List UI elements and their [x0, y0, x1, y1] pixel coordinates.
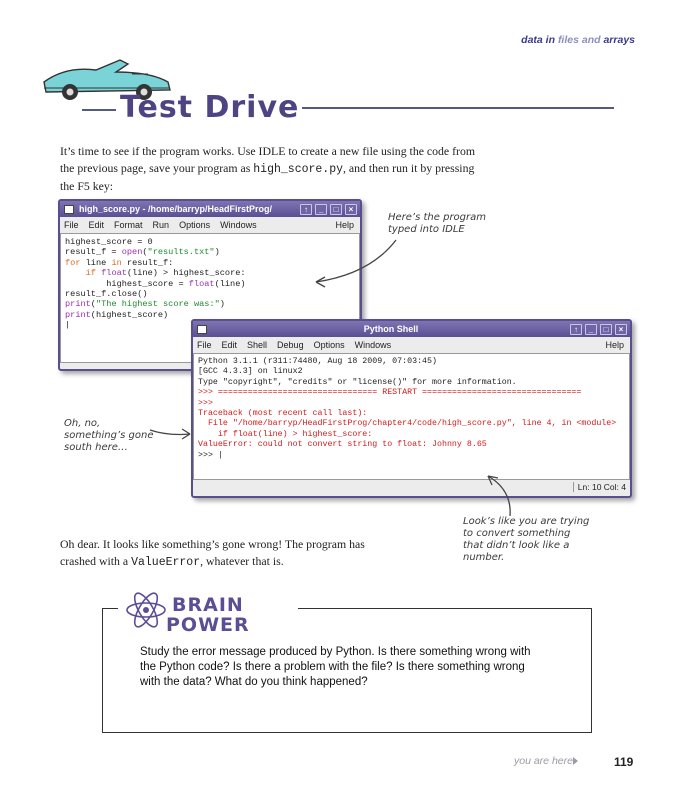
- code-line: for line in result_f:: [65, 257, 174, 268]
- intro-paragraph: It’s time to see if the program works. Use IDLE to create a new file using the code from the previous page, save your program as high_score.py, and then run it by pressing the F5 key:: [60, 144, 476, 193]
- code-line: print("The highest score was:"): [65, 299, 225, 310]
- shell-line: Traceback (most recent call last):: [198, 409, 368, 419]
- brain-word: BRAIN: [172, 594, 244, 616]
- shell-output-area[interactable]: [193, 353, 630, 480]
- menu-windows[interactable]: Windows: [220, 220, 257, 230]
- editor-title: high_score.py - /home/barryp/HeadFirstProg/: [79, 204, 273, 214]
- maximize-icon[interactable]: □: [600, 324, 612, 335]
- you-are-here: you are here: [514, 755, 573, 767]
- shell-line: >>> ================================ RESTART ================================: [198, 388, 582, 398]
- arrow-up-icon[interactable]: ↑: [570, 324, 582, 335]
- power-word: POWER: [166, 614, 250, 636]
- shell-title: Python Shell: [363, 324, 419, 334]
- code-line: highest_score = 0: [65, 237, 153, 247]
- filename: high_score.py: [253, 163, 343, 176]
- code-line: print(highest_score): [65, 309, 169, 320]
- editor-titlebar[interactable]: [60, 201, 360, 217]
- shell-window[interactable]: [191, 319, 632, 498]
- minimize-icon[interactable]: _: [315, 204, 327, 215]
- annotation-arrow: [470, 470, 520, 518]
- menu-edit[interactable]: Edit: [88, 220, 105, 230]
- atom-icon: [124, 588, 168, 632]
- annotation-arrow: [300, 236, 410, 296]
- title-rule-right: [302, 107, 614, 109]
- menu-debug[interactable]: Debug: [277, 340, 304, 350]
- editor-menubar: [60, 217, 360, 233]
- code-line: result_f.close(): [65, 289, 148, 300]
- annotation-program: Here’s the program typed into IDLE: [388, 212, 486, 235]
- shell-menubar: [193, 337, 630, 353]
- page-number: 119: [614, 755, 634, 769]
- menu-edit[interactable]: Edit: [221, 340, 238, 350]
- code-line: highest_score = float(line): [65, 278, 246, 289]
- code-line: if float(line) > highest_score:: [85, 268, 246, 279]
- menu-options[interactable]: Options: [179, 220, 211, 230]
- shell-line: if float(line) > highest_score:: [198, 429, 373, 439]
- annotation-arrow: [148, 420, 194, 440]
- arrow-up-icon[interactable]: ↑: [300, 204, 312, 215]
- menu-help[interactable]: Help: [605, 340, 624, 350]
- minimize-icon[interactable]: _: [585, 324, 597, 335]
- shell-line: [GCC 4.3.3] on linux2: [198, 367, 303, 377]
- menu-run[interactable]: Run: [152, 220, 170, 230]
- close-icon[interactable]: ×: [345, 204, 357, 215]
- menu-windows[interactable]: Windows: [354, 340, 392, 350]
- oh-dear-paragraph: Oh dear. It looks like something’s gone wrong! The program has crashed with a ValueError, whatever that is.: [60, 537, 365, 569]
- menu-file[interactable]: File: [197, 340, 212, 350]
- cursor-position: Ln: 10 Col: 4: [573, 482, 626, 492]
- shell-statusbar: [193, 480, 630, 494]
- brain-power-text: Study the error message produced by Python. Is there something wrong with the Python code? Is there a problem with the file? Is there something wrong with the data? What do you think happened?: [140, 646, 531, 688]
- title-rule-left: [82, 109, 116, 111]
- valueerror-term: ValueError: [131, 556, 201, 569]
- section-title: Test Drive: [120, 90, 300, 125]
- window-icon: [197, 325, 207, 334]
- menu-format[interactable]: Format: [114, 220, 143, 230]
- shell-line: File "/home/barryp/HeadFirstProg/chapter4/code/high_score.py", line 4, in <module>: [198, 419, 617, 429]
- annotation-gone-south: Oh, no, something’s gone south here…: [64, 418, 154, 453]
- shell-prompt: >>> |: [198, 450, 223, 460]
- menu-file[interactable]: File: [64, 220, 79, 230]
- menu-help[interactable]: Help: [335, 220, 354, 230]
- window-icon: [64, 205, 74, 214]
- shell-line: Python 3.1.1 (r311:74480, Aug 18 2009, 07:03:45): [198, 357, 437, 366]
- shell-line: ValueError: could not convert string to float: Johnny 8.65: [198, 440, 487, 450]
- maximize-icon[interactable]: □: [330, 204, 342, 215]
- menu-shell[interactable]: Shell: [247, 340, 268, 350]
- text-cursor: |: [65, 320, 71, 331]
- shell-line: Type "copyright", "credits" or "license()" for more information.: [198, 377, 517, 387]
- menu-options[interactable]: Options: [313, 340, 345, 350]
- annotation-convert: Look’s like you are trying to convert something that didn’t look like a number.: [463, 516, 590, 563]
- triangle-right-icon: [573, 757, 578, 765]
- code-line: result_f = open("results.txt"): [65, 247, 220, 258]
- text-cursor: |: [217, 450, 223, 460]
- shell-titlebar[interactable]: [193, 321, 630, 337]
- running-header: data in files and arrays: [521, 34, 635, 46]
- shell-line: >>>: [198, 398, 213, 408]
- close-icon[interactable]: ×: [615, 324, 627, 335]
